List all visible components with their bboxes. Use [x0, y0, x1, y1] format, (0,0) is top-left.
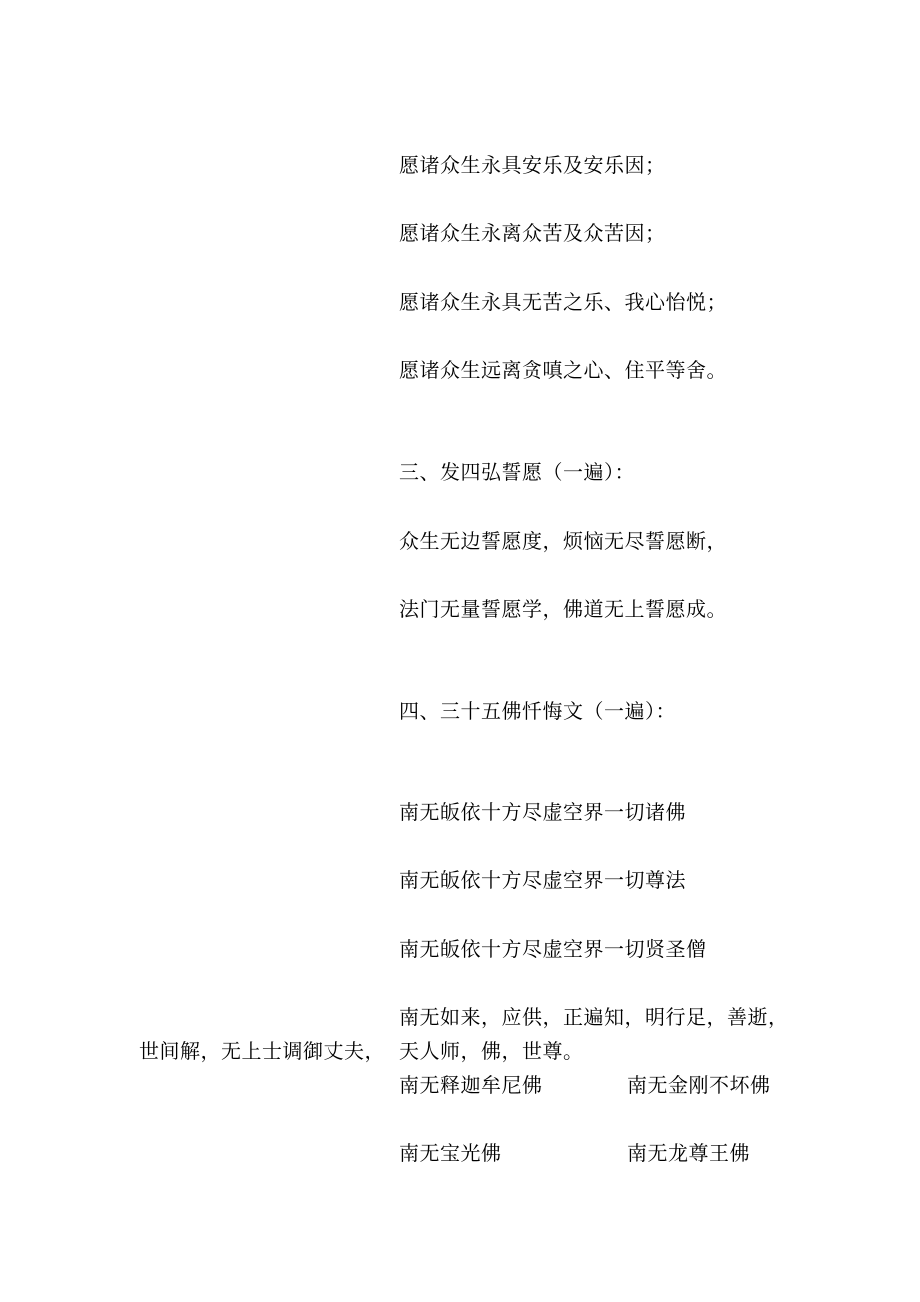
refuge-line-1: 南无皈依十方尽虚空界一切诸佛 — [399, 800, 686, 824]
dedication-line-1: 愿诸众生永具安乐及安乐因； — [399, 153, 666, 177]
dedication-line-4: 愿诸众生远离贪嗔之心、住平等舍。 — [399, 358, 727, 382]
vows-heading: 三、发四弘誓愿（一遍）： — [399, 460, 635, 484]
repentance-heading: 四、三十五佛忏悔文（一遍）： — [399, 699, 676, 723]
vows-line-2: 法门无量誓愿学，佛道无上誓愿成。 — [399, 597, 727, 621]
epithet-line-2-left: 世间解，无上士调御丈夫， — [139, 1039, 385, 1063]
epithet-line-2-right: 天人师，佛，世尊。 — [399, 1039, 584, 1063]
dedication-line-2: 愿诸众生永离众苦及众苦因； — [399, 221, 666, 245]
buddha-name: 南无龙尊王佛 — [627, 1141, 750, 1165]
buddha-name: 南无金刚不坏佛 — [627, 1073, 771, 1097]
vows-line-1: 众生无边誓愿度，烦恼无尽誓愿断， — [399, 529, 727, 553]
buddha-name: 南无释迦牟尼佛 — [399, 1073, 543, 1097]
epithet-line-1: 南无如来，应供，正遍知，明行足，善逝， — [399, 1005, 789, 1029]
buddha-name: 南无宝光佛 — [399, 1141, 502, 1165]
dedication-line-3: 愿诸众生永具无苦之乐、我心怡悦； — [399, 290, 727, 314]
refuge-line-2: 南无皈依十方尽虚空界一切尊法 — [399, 868, 686, 892]
refuge-line-3: 南无皈依十方尽虚空界一切贤圣僧 — [399, 937, 707, 961]
